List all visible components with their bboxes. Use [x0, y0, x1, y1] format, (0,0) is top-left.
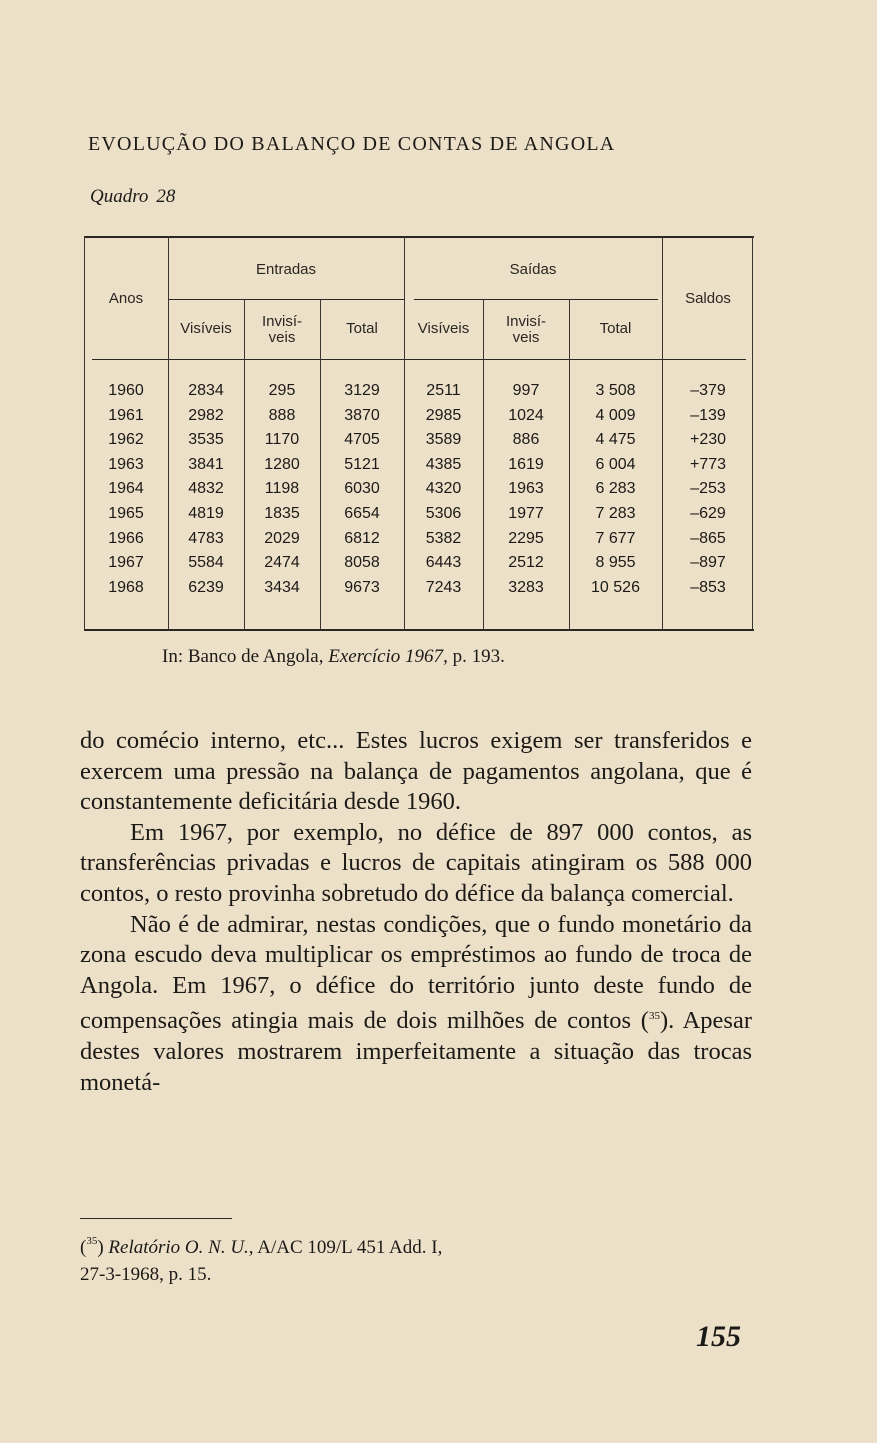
cell-saidas-total: 7 677 [595, 529, 636, 547]
cell-saidas-visiveis: 5306 [425, 505, 462, 522]
cell-saidas-invisiveis: 3283 [508, 578, 544, 596]
cell-ano: 1966 [108, 529, 144, 547]
cell-saldo: +230 [689, 431, 727, 449]
cell-entradas-invisiveis: 888 [268, 406, 296, 424]
header-entradas: Entradas [255, 261, 317, 278]
cell-saidas-visiveis: 7243 [425, 578, 462, 596]
cell-saidas-visiveis: 4385 [425, 455, 462, 473]
paragraph-3-part-a: Não é de admirar, nestas condições, que o fundo monetário da zona escudo deva multiplicar os empréstimos ao fundo de troca de Angola. Em 1967, o défice do território junto deste fundo de compensações atingia mais de dois milhões de contos ( [80, 910, 752, 1035]
cell-saidas-visiveis: 2511 [426, 382, 461, 399]
header-saidas-visiveis: Visíveis [417, 320, 470, 337]
paragraph-2: Em 1967, por exemplo, no défice de 897 000 contos, as transferências privadas e lucros de capitais atingiram os 588 000 contos, o resto provinha sobretudo do défice da balança comercial. [80, 818, 752, 907]
cell-ano: 1962 [108, 431, 144, 449]
cell-entradas-total: 6812 [344, 529, 380, 547]
source-title: Exercício 1967 [328, 646, 444, 667]
table-row [84, 527, 754, 551]
cell-entradas-invisiveis: 1280 [264, 455, 300, 473]
cell-entradas-total: 5121 [344, 455, 380, 473]
header-invisiveis-line2: veis [268, 329, 296, 346]
table-row [84, 453, 754, 477]
cell-saidas-invisiveis: 1619 [508, 455, 544, 473]
table-row [84, 502, 754, 526]
header-anos: Anos [108, 290, 144, 307]
cell-saldo: –139 [690, 406, 726, 424]
cell-entradas-visiveis: 5584 [188, 554, 224, 572]
table-row [84, 551, 754, 575]
cell-saidas-total: 4 009 [595, 406, 636, 424]
cell-saidas-total: 3 508 [595, 382, 636, 399]
cell-entradas-total: 3129 [344, 382, 380, 399]
cell-ano: 1964 [108, 480, 144, 498]
cell-saidas-total: 7 283 [595, 505, 636, 522]
cell-saldo: –253 [690, 480, 726, 498]
cell-entradas-visiveis: 4832 [188, 480, 224, 498]
cell-entradas-total: 6654 [344, 505, 380, 522]
cell-entradas-total: 8058 [344, 554, 380, 572]
header-invisiveis-line2: veis [512, 329, 540, 346]
cell-ano: 1963 [108, 455, 144, 473]
cell-saidas-total: 6 283 [595, 480, 636, 498]
cell-entradas-invisiveis: 3434 [264, 578, 300, 596]
body-text [80, 726, 752, 1098]
cell-saldo: –865 [690, 529, 726, 547]
cell-saldo: +773 [689, 455, 727, 473]
table-row [84, 379, 754, 403]
cell-saidas-invisiveis: 997 [512, 382, 540, 399]
cell-saidas-total: 8 955 [595, 554, 636, 572]
cell-entradas-invisiveis: 1170 [264, 431, 300, 449]
cell-saidas-invisiveis: 886 [512, 431, 540, 449]
quadro-number: 28 [156, 186, 176, 207]
paragraph-3-part-b: ). Apesar destes valores mostrarem imperfeitamente a situação das trocas monetá- [80, 1007, 753, 1096]
footnote-paren-open: ( [80, 1237, 87, 1258]
header-entradas-visiveis: Visíveis [180, 320, 232, 337]
header-saidas: Saídas [509, 261, 557, 278]
cell-saidas-visiveis: 2985 [425, 406, 462, 424]
cell-entradas-total: 3870 [344, 406, 380, 424]
cell-saldo: –379 [690, 382, 726, 399]
footnote-citation [80, 1228, 442, 1261]
cell-saidas-invisiveis: 1977 [508, 505, 544, 522]
cell-entradas-visiveis: 3841 [188, 455, 224, 473]
cell-saidas-total: 4 475 [595, 431, 636, 449]
cell-saldo: –629 [690, 505, 726, 522]
footnote-paren-close: ) [97, 1237, 104, 1258]
footnote-marker: 35 [86, 1235, 98, 1247]
table-row [84, 428, 754, 452]
cell-saidas-visiveis: 3589 [425, 431, 462, 449]
quadro-label: Quadro [90, 186, 149, 207]
cell-saidas-visiveis: 6443 [425, 554, 462, 572]
header-saidas-total: Total [599, 320, 632, 337]
cell-saidas-visiveis: 5382 [425, 529, 462, 547]
table-row [84, 477, 754, 501]
footnote-rest: , A/AC 109/L 451 Add. I, [248, 1237, 443, 1258]
cell-entradas-total: 6030 [344, 480, 380, 498]
cell-saidas-total: 6 004 [595, 455, 636, 473]
page-heading: EVOLUÇÃO DO BALANÇO DE CONTAS DE ANGOLA [88, 133, 616, 155]
cell-ano: 1968 [108, 578, 144, 596]
cell-saidas-invisiveis: 2295 [508, 529, 544, 547]
source-prefix: In: Banco de Angola, [162, 646, 324, 667]
cell-entradas-visiveis: 4783 [188, 529, 224, 547]
cell-ano: 1960 [108, 382, 144, 399]
cell-saidas-total: 10 526 [591, 578, 640, 596]
table-row [84, 404, 754, 428]
header-entradas-total: Total [346, 320, 378, 337]
cell-entradas-visiveis: 6239 [188, 578, 224, 596]
footnote-line-1 [80, 1228, 752, 1261]
cell-entradas-visiveis: 2834 [188, 382, 224, 399]
cell-entradas-invisiveis: 295 [268, 382, 296, 399]
header-invisiveis-line1: Invisí- [261, 313, 302, 330]
cell-entradas-total: 4705 [344, 431, 380, 449]
cell-ano: 1967 [108, 554, 144, 572]
cell-entradas-invisiveis: 1198 [264, 480, 300, 498]
header-saldos: Saldos [685, 290, 731, 307]
header-entradas-invisiveis [244, 314, 320, 346]
cell-entradas-invisiveis: 2029 [264, 529, 300, 547]
header-saidas-invisiveis [483, 314, 569, 346]
page-number: 155 [696, 1320, 741, 1353]
source-citation [162, 646, 505, 668]
cell-entradas-visiveis: 2982 [188, 406, 224, 424]
paragraph-1: do comécio interno, etc... Estes lucros exigem ser transferidos e exercem uma pressão na balança de pagamentos angolana, que é constantemente deficitária desde 1960. [80, 727, 752, 816]
footnote [80, 1228, 752, 1288]
balance-table [84, 236, 754, 632]
source-suffix: , p. 193. [443, 646, 505, 667]
cell-entradas-invisiveis: 2474 [264, 554, 300, 572]
cell-entradas-visiveis: 3535 [188, 431, 224, 449]
header-invisiveis-line1: Invisí- [505, 313, 546, 330]
footnote-divider [80, 1218, 232, 1219]
cell-saldo: –853 [690, 578, 726, 596]
cell-ano: 1965 [108, 505, 144, 522]
cell-saidas-invisiveis: 2512 [508, 554, 544, 572]
cell-saidas-invisiveis: 1963 [508, 480, 544, 498]
paragraph-3 [80, 910, 752, 1099]
table-row [84, 576, 754, 600]
cell-saldo: –897 [690, 554, 726, 572]
cell-saidas-invisiveis: 1024 [508, 406, 544, 424]
footnote-line-2: 27-3-1968, p. 15. [80, 1264, 212, 1285]
cell-ano: 1961 [108, 406, 144, 424]
cell-entradas-visiveis: 4819 [188, 505, 224, 522]
table-caption [90, 186, 175, 208]
footnote-reference: 35 [648, 1010, 660, 1023]
cell-entradas-invisiveis: 1835 [264, 505, 300, 522]
footnote-title: Relatório O. N. U. [108, 1237, 249, 1258]
cell-saidas-visiveis: 4320 [425, 480, 462, 498]
cell-entradas-total: 9673 [344, 578, 380, 596]
